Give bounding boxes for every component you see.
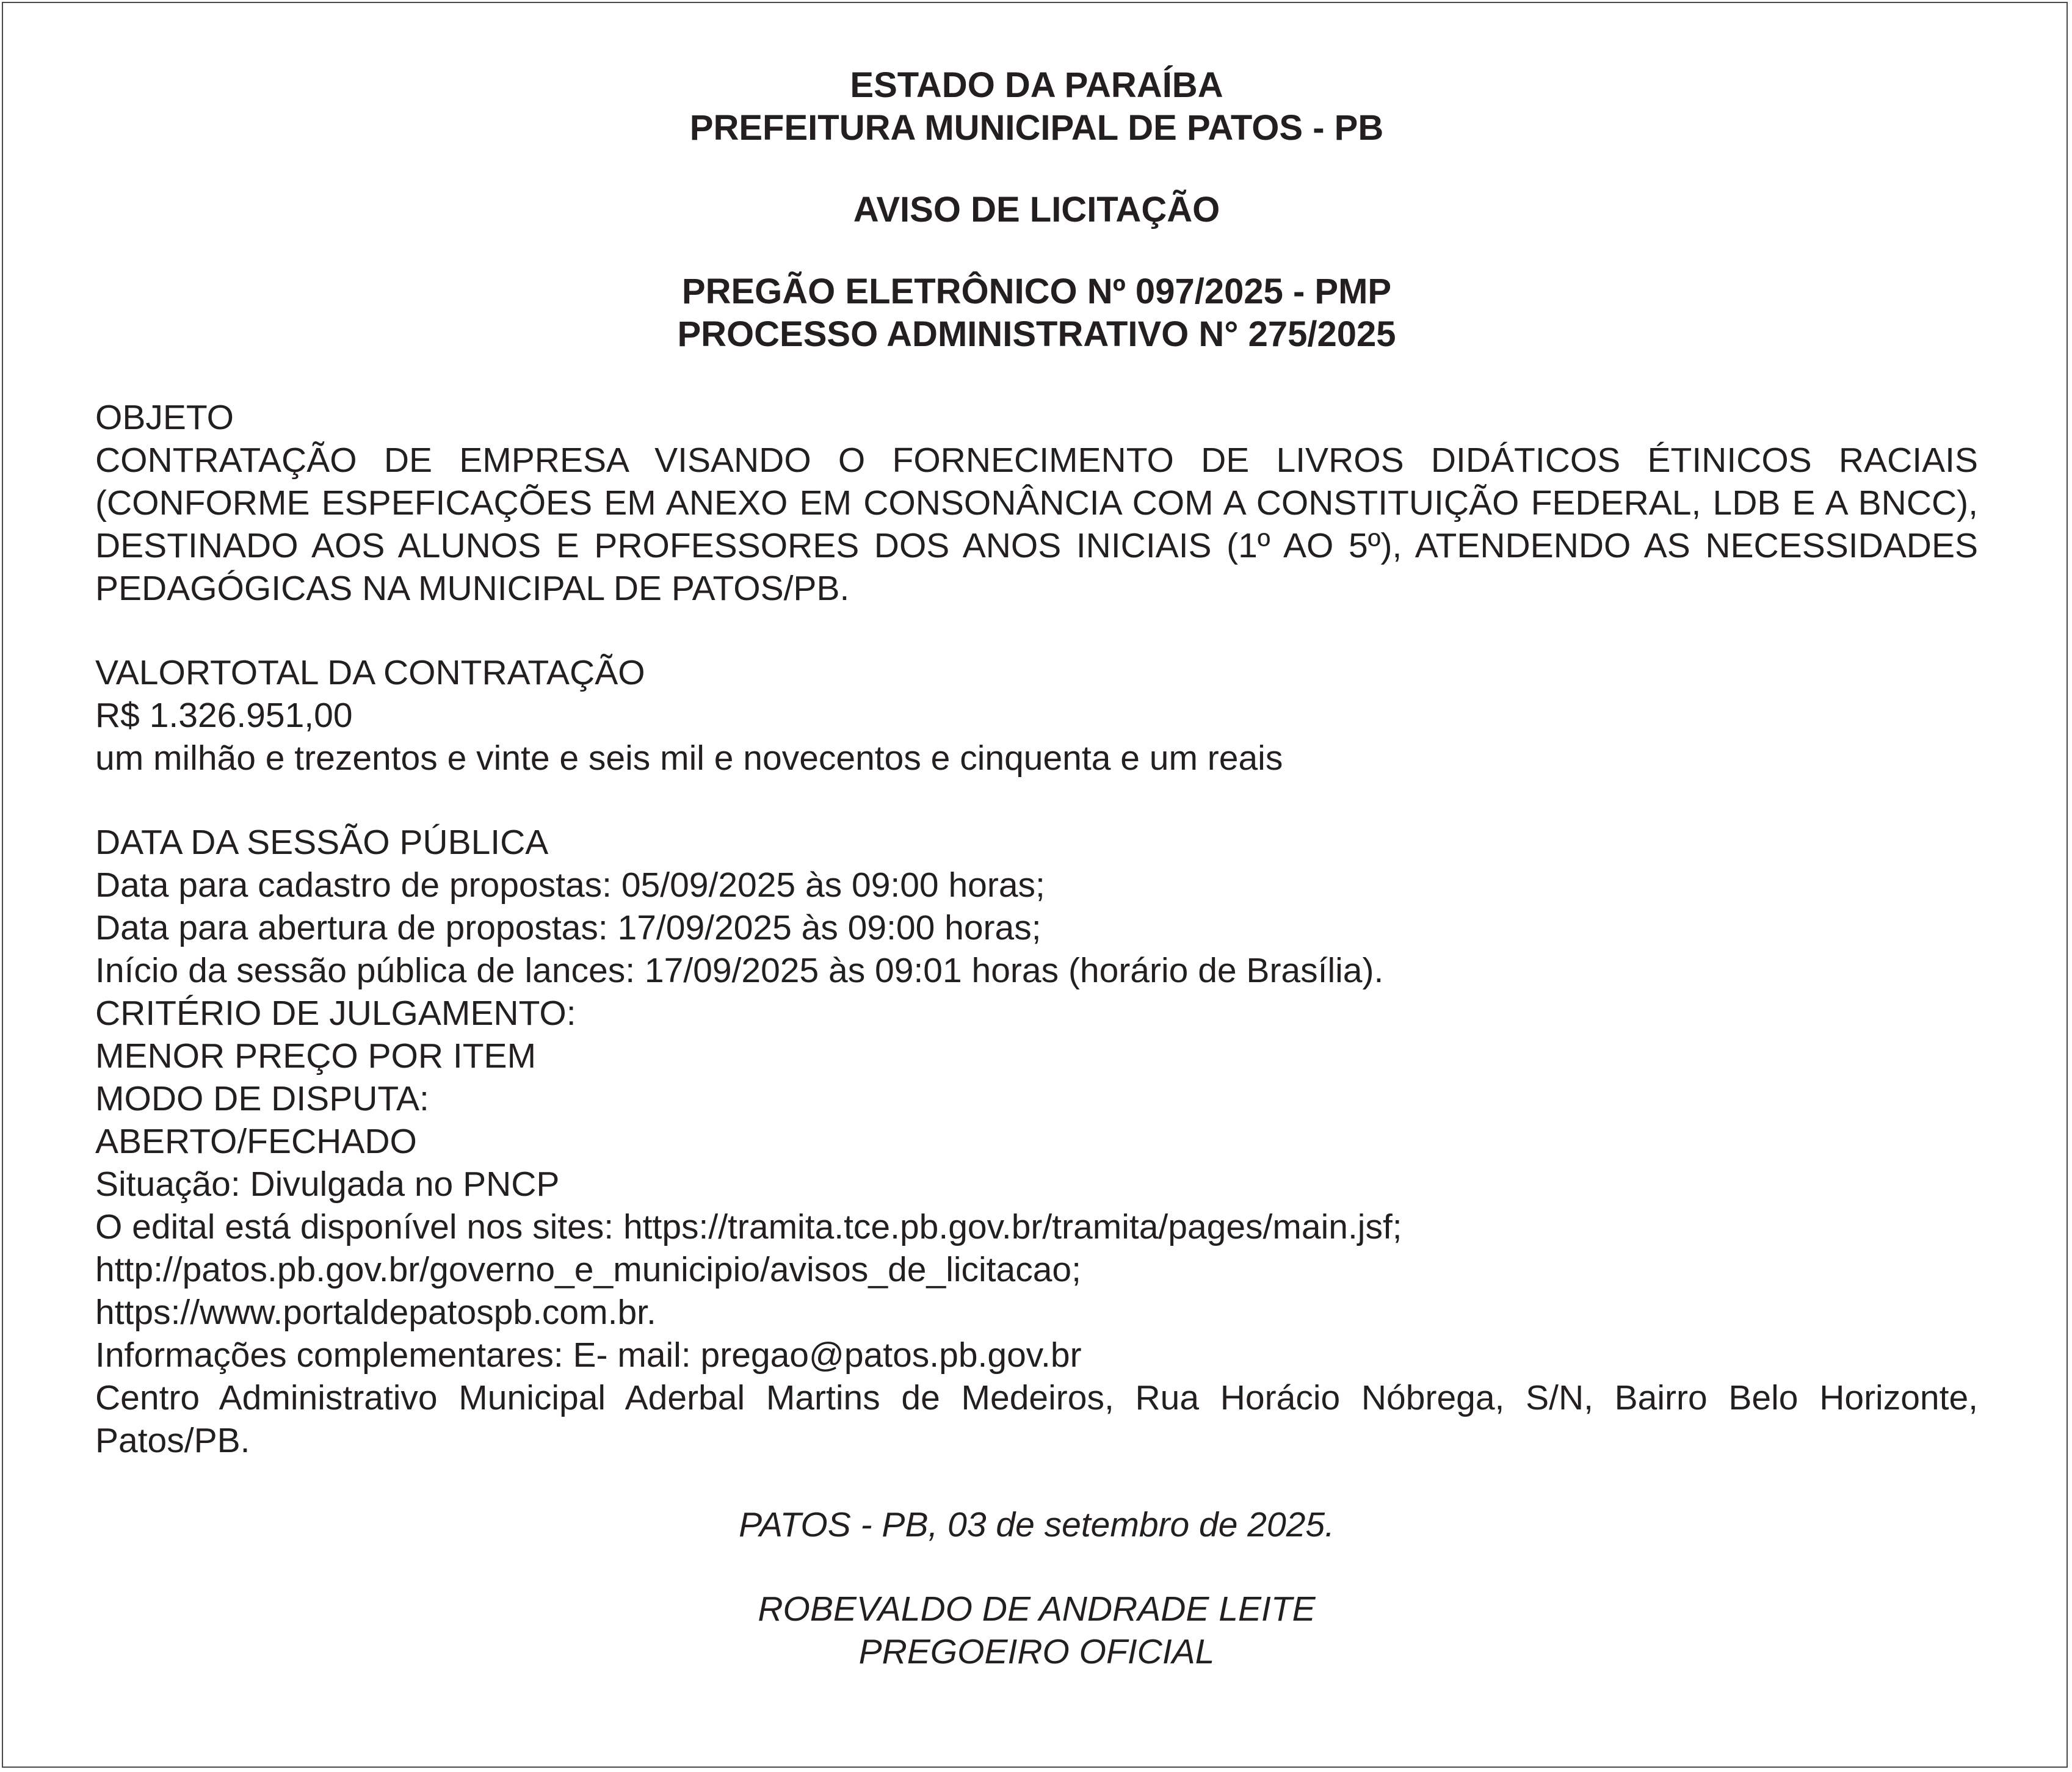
edital-site-portal: https://www.portaldepatospb.com.br.	[95, 1293, 656, 1332]
cadastro-date: Data para cadastro de propostas: 05/09/2025 às 09:00 horas;	[95, 866, 1045, 905]
contact-email: Informações complementares: E- mail: pregao@patos.pb.gov.br	[95, 1336, 1082, 1375]
signer-name: ROBEVALDO DE ANDRADE LEITE	[758, 1589, 1316, 1629]
processo-number: PROCESSO ADMINISTRATIVO N° 275/2025	[677, 314, 1396, 354]
notice-content	[95, 64, 1978, 1673]
criterio-label: CRITÉRIO DE JULGAMENTO:	[95, 994, 576, 1033]
address: Centro Administrativo Municipal Aderbal Martins de Medeiros, Rua Horácio Nóbrega, S/N, Bairro Belo Horizonte, Patos/PB.	[95, 1378, 1978, 1460]
objeto-label: OBJETO	[95, 398, 234, 437]
modo-disputa-value: ABERTO/FECHADO	[95, 1122, 417, 1161]
criterio-value: MENOR PREÇO POR ITEM	[95, 1036, 537, 1076]
modo-disputa-label: MODO DE DISPUTA:	[95, 1079, 429, 1118]
pregao-number: PREGÃO ELETRÔNICO Nº 097/2025 - PMP	[681, 272, 1392, 311]
valor-extenso: um milhão e trezentos e vinte e seis mil e novecentos e cinquenta e um reais	[95, 739, 1283, 778]
objeto-text: CONTRATAÇÃO DE EMPRESA VISANDO O FORNECIMENTO DE LIVROS DIDÁTICOS ÉTINICOS RACIAIS (CONFORME ESPEFICAÇÕES EM ANEXO EM CONSONÂNCIA COM A CONSTITUIÇÃO FEDERAL, LDB E A BNCC), DESTINADO AOS ALUNOS E PROFESSORES DOS ANOS INICIAIS (1º AO 5º), ATENDENDO AS NECESSIDADES PEDAGÓGICAS NA MUNICIPAL DE PATOS/PB.	[95, 441, 1978, 608]
city-hall-name: PREFEITURA MUNICIPAL DE PATOS - PB	[689, 108, 1384, 148]
inicio-sessao-date: Início da sessão pública de lances: 17/09/2025 às 09:01 horas (horário de Brasília).	[95, 951, 1384, 990]
place-date: PATOS - PB, 03 de setembro de 2025.	[739, 1505, 1335, 1544]
edital-site-patos: http://patos.pb.gov.br/governo_e_municipio/avisos_de_licitacao;	[95, 1250, 1081, 1289]
situacao: Situação: Divulgada no PNCP	[95, 1165, 560, 1204]
sessao-label: DATA DA SESSÃO PÚBLICA	[95, 823, 549, 862]
notice-title: AVISO DE LICITAÇÃO	[853, 190, 1220, 230]
valor-label: VALORTOTAL DA CONTRATAÇÃO	[95, 653, 645, 692]
signer-role: PREGOEIRO OFICIAL	[858, 1632, 1215, 1671]
valor-amount: R$ 1.326.951,00	[95, 696, 353, 735]
state-name: ESTADO DA PARAÍBA	[850, 65, 1223, 105]
abertura-date: Data para abertura de propostas: 17/09/2025 às 09:00 horas;	[95, 908, 1041, 947]
edital-sites: O edital está disponível nos sites: https://tramita.tce.pb.gov.br/tramita/pages/main.jsf;	[95, 1207, 1402, 1246]
